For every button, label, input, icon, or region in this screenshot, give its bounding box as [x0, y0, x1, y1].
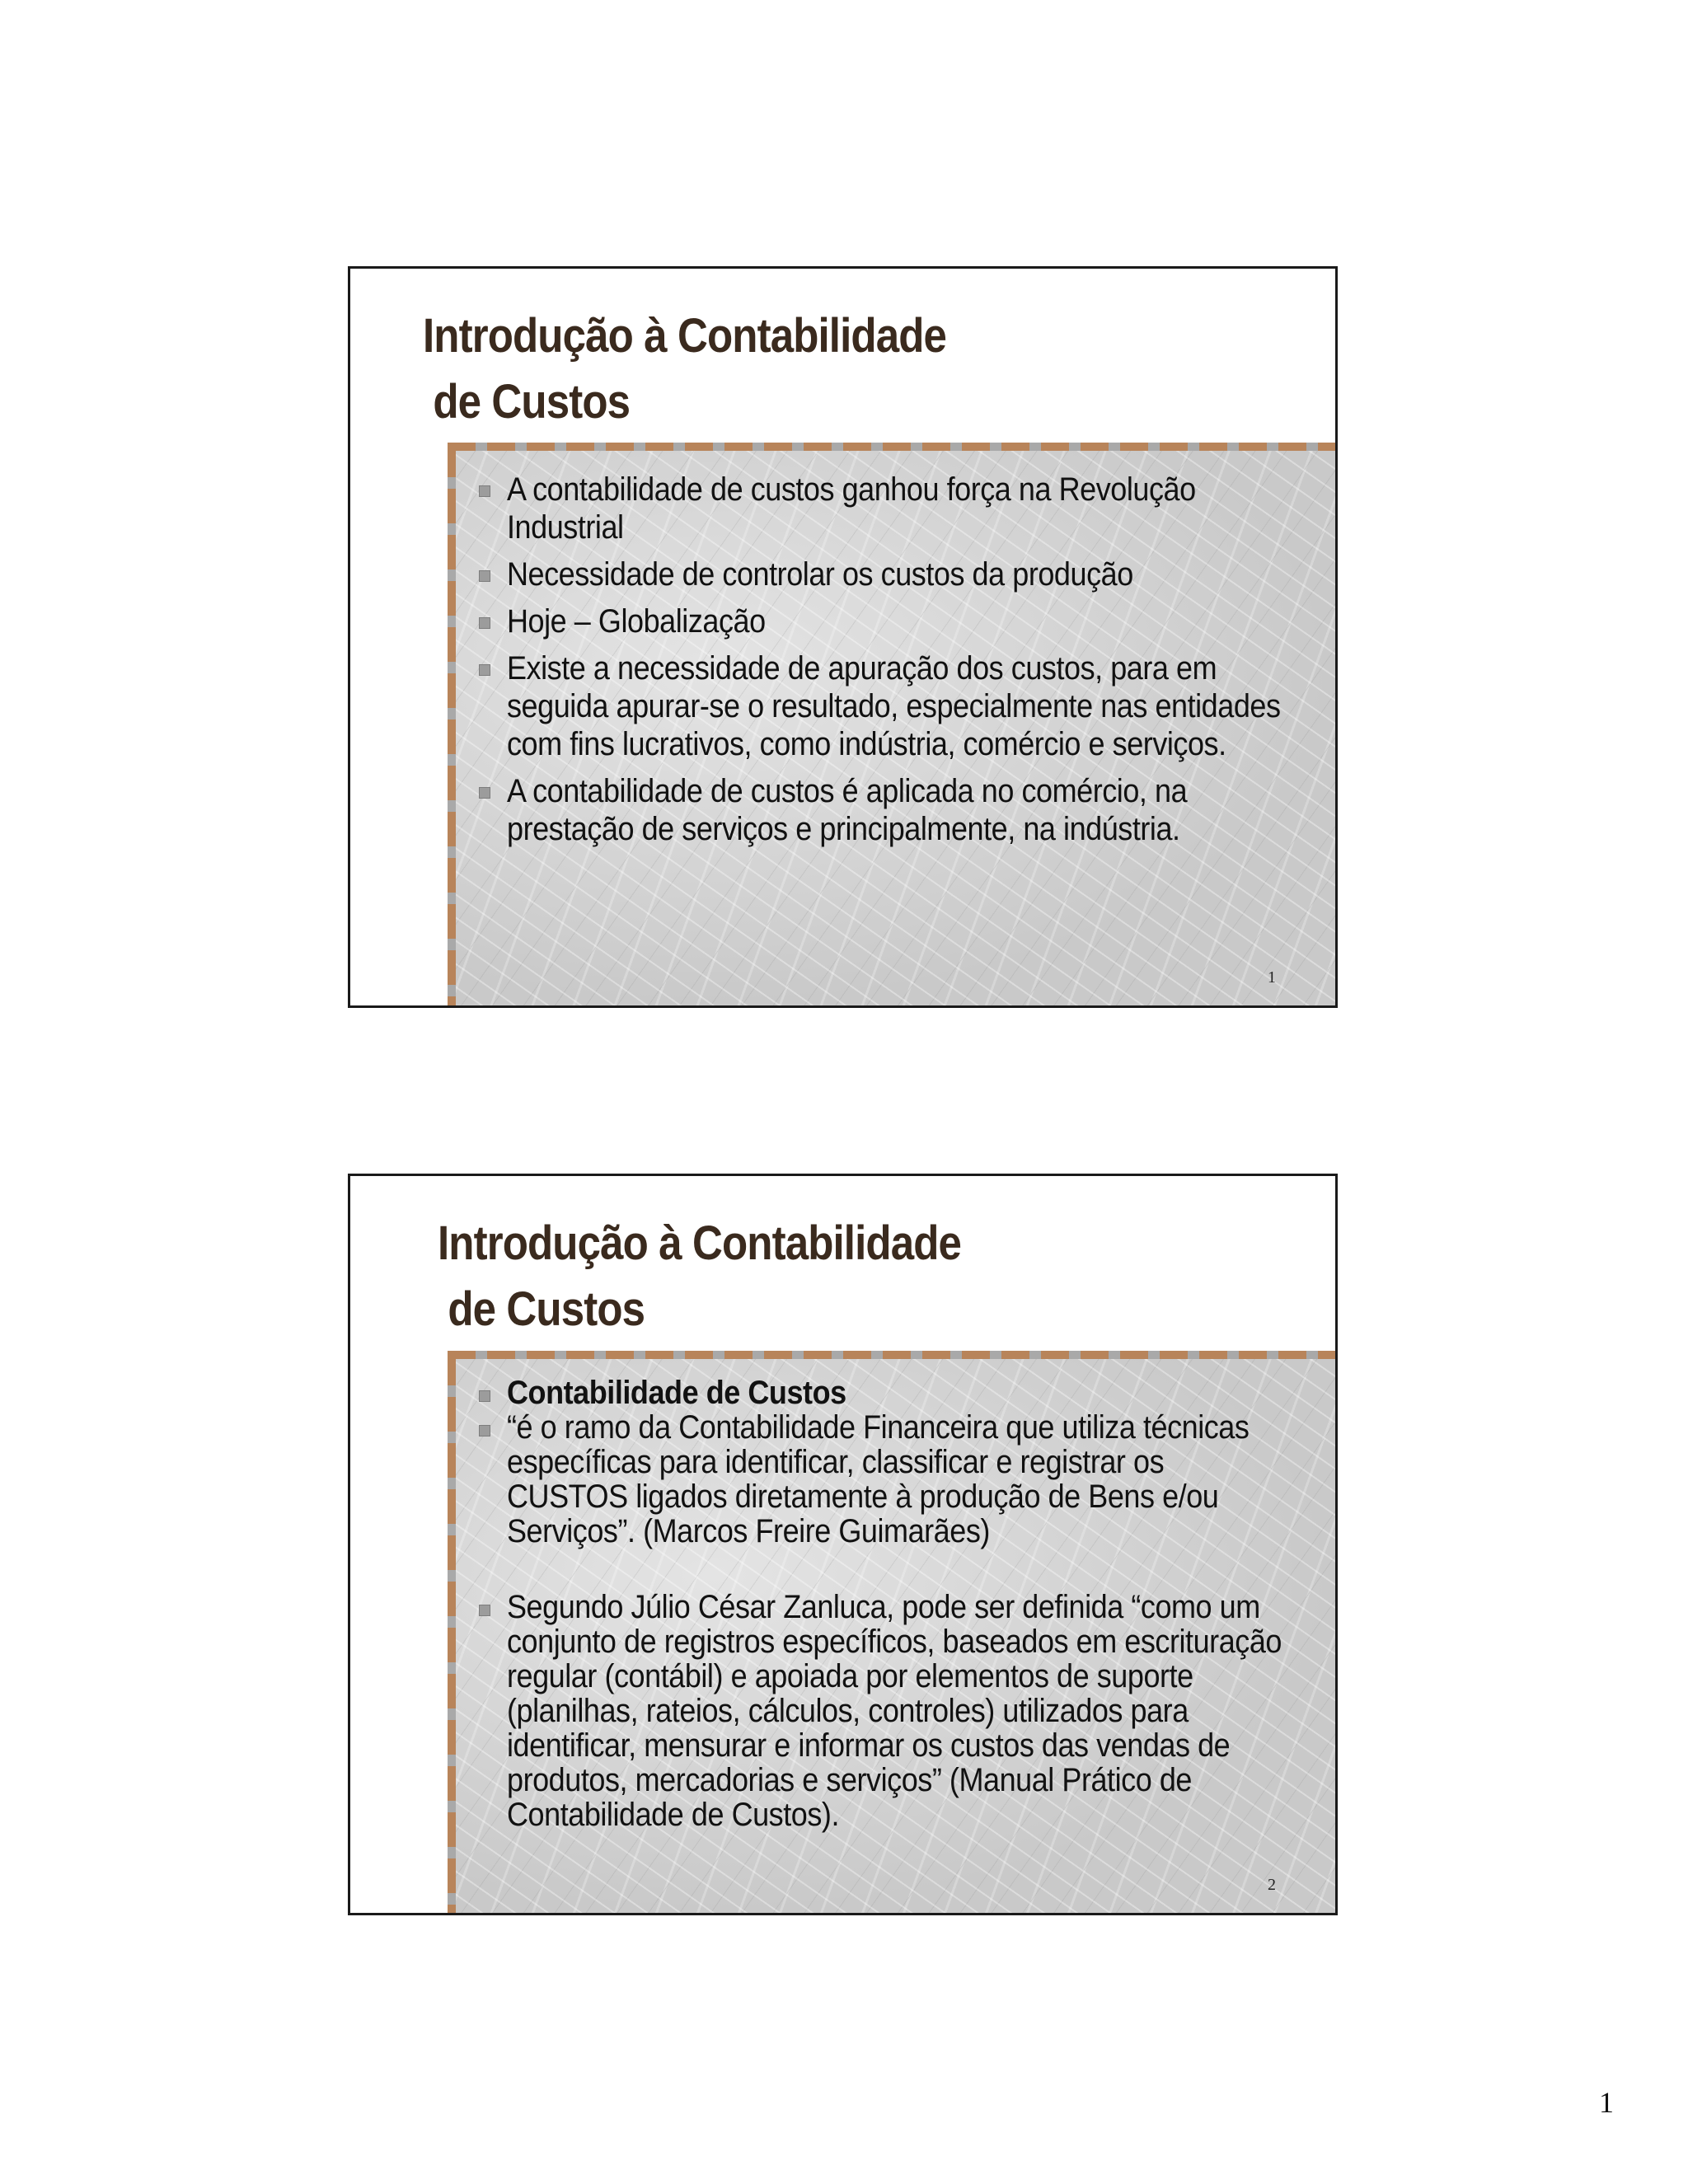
bullet-item: Existe a necessidade de apuração dos custos, para em seguida apurar-se o resultado, especialmente nas entidades com fins lucrativos, como indústria, comércio e serviços.	[471, 649, 1286, 763]
panel-top-border	[448, 443, 1335, 451]
panel-left-border	[448, 443, 456, 1005]
bullet-item: A contabilidade de custos é aplicada no comércio, na prestação de serviços e principalmente, na indústria.	[471, 772, 1286, 848]
bullet-item: Hoje – Globalização	[471, 602, 1286, 640]
slide-title-line-1: Introdução à Contabilidade	[423, 309, 947, 363]
bullet-item: Necessidade de controlar os custos da produção	[471, 555, 1286, 593]
square-bullet-icon	[479, 1605, 490, 1616]
square-bullet-icon	[479, 617, 490, 629]
square-bullet-icon	[479, 787, 490, 799]
bullet-item: “é o ramo da Contabilidade Financeira que utiliza técnicas específicas para identificar, classificar e registrar os CUSTOS ligados diretamente à produção de Bens e/ou Serviços”. (Marcos Freire Guimarães)	[471, 1410, 1286, 1549]
panel-top-border	[448, 1351, 1335, 1359]
slide-title-line-2: de Custos	[433, 375, 631, 429]
bullet-item: A contabilidade de custos ganhou força na Revolução Industrial	[471, 471, 1286, 546]
slide-title-line-1: Introdução à Contabilidade	[438, 1216, 962, 1270]
slide-number: 2	[1268, 1876, 1276, 1894]
marble-content-panel	[448, 443, 1335, 1005]
slide-number: 1	[1268, 968, 1276, 987]
bullet-list	[471, 1376, 1286, 1832]
bullet-item: Contabilidade de Custos	[471, 1376, 1286, 1410]
slide-2	[348, 1174, 1338, 1915]
square-bullet-icon	[479, 1390, 490, 1402]
square-bullet-icon	[479, 664, 490, 676]
marble-content-panel	[448, 1351, 1335, 1913]
slide-title-line-2: de Custos	[448, 1282, 645, 1336]
slide-title	[438, 1211, 961, 1343]
bullet-item: Segundo Júlio César Zanluca, pode ser definida “como um conjunto de registros específicos, baseados em escrituração regular (contábil) e apoiada por elementos de suporte (planilhas, rateios, cálculos, controles) utilizados para identificar, mensurar e informar os custos das vendas de produtos, mercadorias e serviços” (Manual Prático de Contabilidade de Custos).	[471, 1590, 1286, 1832]
square-bullet-icon	[479, 570, 490, 582]
panel-left-border	[448, 1351, 456, 1913]
page-number: 1	[1599, 2086, 1614, 2119]
bullet-list	[471, 471, 1286, 857]
square-bullet-icon	[479, 485, 490, 497]
slide-title	[423, 303, 946, 435]
square-bullet-icon	[479, 1425, 490, 1436]
slide-1	[348, 266, 1338, 1008]
